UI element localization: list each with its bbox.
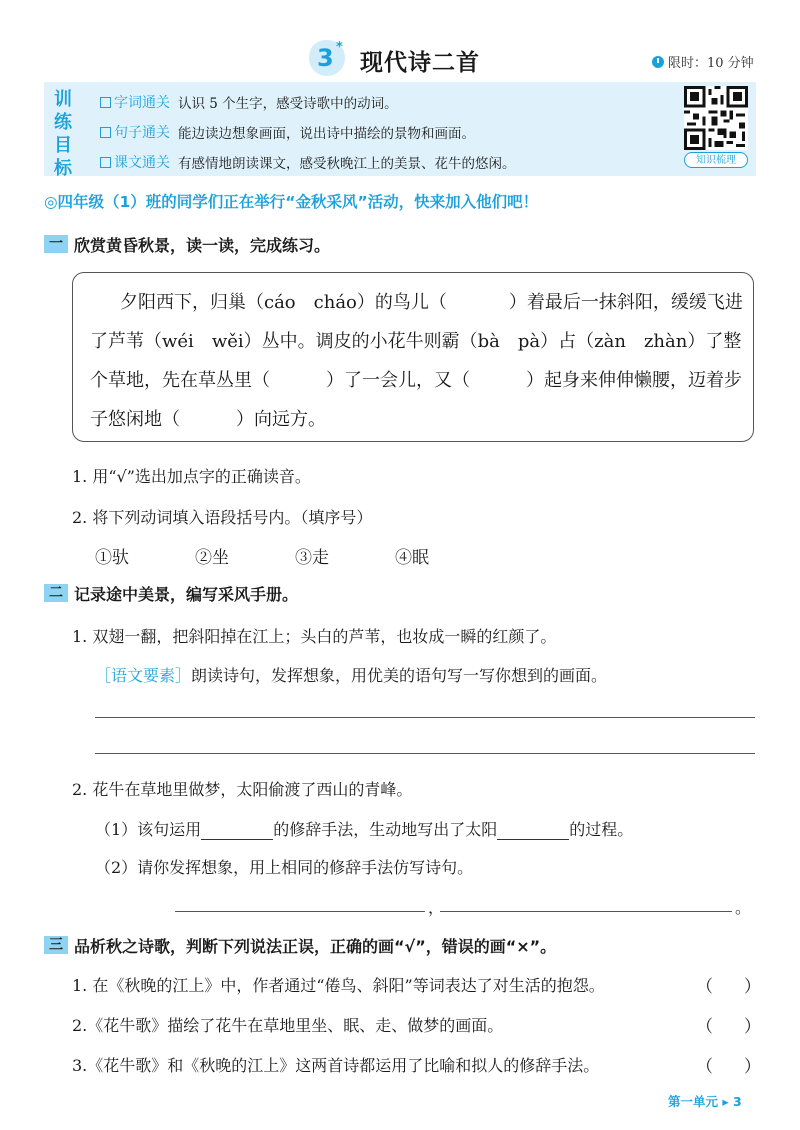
time-limit-text: 限时：10 分钟 [668,56,754,71]
passage-text: ）起身来伸伸懒腰，迈着步 [526,370,742,391]
question-subitem-text: 的修辞手法，生动地写出了太阳 [273,820,498,839]
answer-paren-open[interactable]: （ [696,1017,713,1037]
judgement-item: 1. 在《秋晚的江上》中，作者通过“倦鸟、斜阳”等词表达了对生活的抱怨。 [72,976,605,995]
question-text: 1. 用“√”选出加点字的正确读音。 [72,467,311,486]
goals-label-char: 训 [54,89,72,110]
activity-intro: ◎四年级（1）班的同学们正在举行“金秋采风”活动，快来加入他们吧！ [44,193,539,211]
option: ①驮 [95,548,129,568]
answer-line[interactable] [440,911,732,912]
section-number: 二 [44,584,68,602]
language-element-tag: ［语文要素］ [95,666,192,685]
goal-checkbox[interactable] [100,97,111,108]
passage-line: 了芦苇（wéi wěi）丛中。调皮的小花牛则霸（bà pà）占（zàn zhàn）了整 [90,331,742,352]
goal-text: 有感情地朗读课文，感受秋晚江上的美景、花牛的悠闲。 [178,156,516,172]
judgement-item: 3.《花牛歌》和《秋晚的江上》这两首诗都运用了比喻和拟人的修辞手法。 [72,1056,600,1075]
goal-text: 认识 5 个生字，感受诗歌中的动词。 [178,96,398,112]
goal-tag: 课文通关 [114,155,170,171]
option: ②坐 [195,548,229,568]
goal-checkbox[interactable] [100,127,111,138]
answer-line[interactable] [175,911,425,912]
passage-text: 夕阳西下，归巢（cáo cháo）的鸟儿（ [120,292,447,313]
passage-text: ）着最后一抹斜阳，缓缓飞进 [508,292,743,313]
passage-line [120,288,743,314]
goal-item [100,122,475,142]
section-number: 一 [44,235,68,253]
goals-label [50,88,76,180]
qr-code-icon[interactable] [684,86,748,150]
question-task-text: 朗读诗句，发挥想象，用优美的语句写一写你想到的画面。 [191,666,608,685]
comma: ， [428,898,445,917]
passage-text: 个草地，先在草丛里（ [90,370,270,391]
goal-item [100,92,398,112]
passage-text: ）了一会儿，又（ [326,370,470,391]
answer-paren-open[interactable]: （ [696,1057,713,1077]
period: 。 [735,898,752,917]
question-text: 2. 花牛在草地里做梦，太阳偷渡了西山的青峰。 [72,780,413,799]
goal-item [100,152,516,172]
answer-blank[interactable] [201,823,273,840]
section-title: 欣赏黄昏秋景，读一读，完成练习。 [74,236,331,255]
judgement-item: 2.《花牛歌》描绘了花牛在草地里坐、眠、走、做梦的画面。 [72,1016,504,1035]
question-subitem-text: 的过程。 [569,820,634,839]
goals-label-char: 练 [54,112,72,133]
answer-paren-close: ） [744,977,761,997]
answer-blank[interactable] [497,823,569,840]
passage-line [90,405,326,431]
page-footer: 第一单元 ▸ 3 [668,1094,742,1109]
option: ③走 [295,548,329,568]
section-title: 品析秋之诗歌，判断下列说法正误，正确的画“√”，错误的画“×”。 [74,937,557,956]
answer-paren-close: ） [744,1017,761,1037]
goal-text: 能边读边想象画面，说出诗中描绘的景物和画面。 [178,126,475,142]
page-title: 现代诗二首 [360,50,480,76]
section-title: 记录途中美景，编写采风手册。 [74,585,299,604]
passage-text: ）向远方。 [236,409,326,430]
question-task [95,663,607,686]
goal-checkbox[interactable] [100,157,111,168]
goal-tag: 字词通关 [114,95,170,111]
answer-paren-open[interactable]: （ [696,977,713,997]
clock-icon [652,56,664,68]
section-number: 三 [44,936,68,954]
goals-label-char: 标 [54,158,72,179]
lesson-number: 3 [317,44,334,72]
passage-line [90,366,742,392]
goals-label-char: 目 [54,135,72,156]
qr-caption: 知识梳理 [684,152,748,168]
question-text: 1. 双翅一翻，把斜阳掉在江上；头白的芦苇，也妆成一瞬的红颜了。 [72,627,557,646]
question-text: 2. 将下列动词填入语段括号内。（填序号） [72,508,373,527]
goal-tag: 句子通关 [114,125,170,141]
time-limit [652,52,754,71]
question-subitem-text: （1）该句运用 [95,820,202,839]
answer-line[interactable] [95,753,755,754]
lesson-star: * [336,40,343,55]
question-subitem [95,817,633,840]
option: ④眠 [395,548,429,568]
passage-text: 子悠闲地（ [90,409,180,430]
answer-paren-close: ） [744,1057,761,1077]
question-subitem: （2）请你发挥想象，用上相同的修辞手法仿写诗句。 [95,858,474,877]
answer-line[interactable] [95,717,755,718]
